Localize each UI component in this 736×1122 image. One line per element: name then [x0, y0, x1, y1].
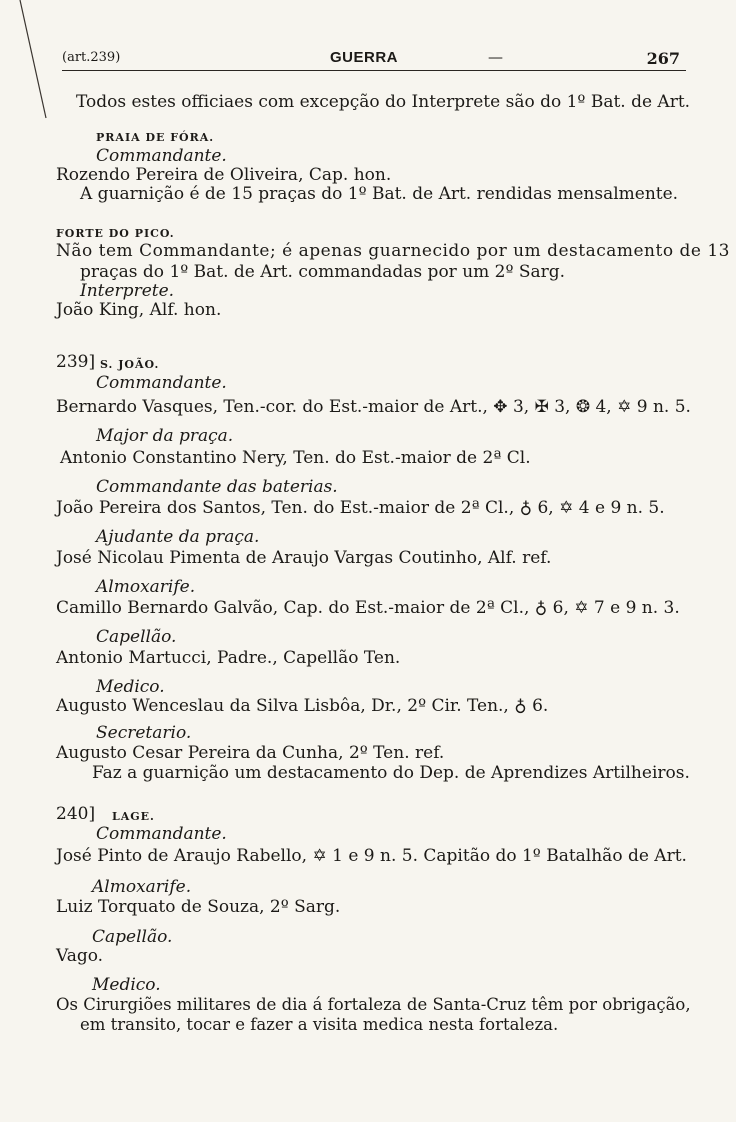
name-entry: José Nicolau Pimenta de Araujo Vargas Coutinho, Alf. ref.: [56, 548, 552, 568]
name-entry: Antonio Constantino Nery, Ten. do Est.-maior de 2ª Cl.: [60, 448, 531, 468]
header-title: GUERRA: [330, 49, 399, 66]
decorations-marks: ♁ 6.: [514, 696, 549, 716]
name-entry: Camillo Bernardo Galvão, Cap. do Est.-maior de 2ª Cl., ♁ 6, ✡ 7 e 9 n. 3.: [56, 598, 680, 618]
role-entry: Ajudante da praça.: [96, 527, 260, 547]
intro-text: Todos estes officiaes com excepção do Interprete são do 1º Bat. de Art.: [76, 92, 691, 112]
name-entry: João Pereira dos Santos, Ten. do Est.-maior de 2ª Cl., ♁ 6, ✡ 4 e 9 n. 5.: [56, 498, 665, 518]
name-entry: Bernardo Vasques, Ten.-cor. do Est.-maior de Art., ✥ 3, ✠ 3, ❂ 4, ✡ 9 n. 5.: [56, 397, 691, 417]
page-number: 267: [646, 49, 680, 68]
role-entry: Medico.: [96, 677, 165, 697]
header-article-ref: (art.239): [62, 50, 121, 65]
name-entry: José Pinto de Araujo Rabello, ✡ 1 e 9 n. 5. Capitão do 1º Batalhão de Art.: [56, 846, 687, 866]
decorations-marks: ♁ 6, ✡ 7 e 9 n. 3.: [534, 598, 680, 618]
name-praia-commandante: Rozendo Pereira de Oliveira, Cap. hon.: [56, 165, 392, 185]
decorations-marks: ♁ 6, ✡ 4 e 9 n. 5.: [519, 498, 665, 518]
section-title-praia: PRAIA DE FÓRA.: [96, 131, 215, 144]
article-number-240: 240]: [56, 804, 96, 824]
name-entry: Os Cirurgiões militares de dia á fortaleza de Santa-Cruz têm por obrigação,: [56, 995, 691, 1014]
role-entry: Major da praça.: [96, 426, 234, 446]
role-entry: Commandante das baterias.: [96, 477, 338, 497]
name-entry: Vago.: [56, 946, 104, 966]
role-entry: Almoxarife.: [96, 577, 196, 597]
name-entry: Antonio Martucci, Padre., Capellão Ten.: [56, 648, 401, 668]
role-entry: Secretario.: [96, 723, 192, 743]
section-title-sjoao: S. JOÃO.: [100, 358, 160, 371]
name-entry: Luiz Torquato de Souza, 2º Sarg.: [56, 897, 341, 917]
decorations-marks: ✡ 1 e 9 n. 5. Capitão do 1º Batalhão de Art.: [312, 846, 687, 866]
name-entry: Augusto Cesar Pereira da Cunha, 2º Ten. ref.: [56, 743, 445, 763]
last-line-lage: em transito, tocar e fazer a visita medica nesta fortaleza.: [80, 1015, 559, 1034]
note-sjoao: Faz a guarnição um destacamento do Dep. de Aprendizes Artilheiros.: [92, 763, 690, 783]
name-pico-interprete: João King, Alf. hon.: [56, 300, 222, 320]
note-praia: A guarnição é de 15 praças do 1º Bat. de Art. rendidas mensalmente.: [80, 184, 679, 204]
running-header: [62, 48, 686, 71]
role-entry: Capellão.: [92, 927, 173, 947]
role-entry: Capellão.: [96, 627, 177, 647]
role-entry: Commandante.: [96, 373, 227, 393]
role-entry: Commandante.: [96, 824, 227, 844]
section-title-pico: FORTE DO PICO.: [56, 227, 175, 240]
role-praia-commandante: Commandante.: [96, 146, 227, 166]
margin-scan-line: [0, 0, 60, 130]
decorations-marks: ✥ 3, ✠ 3, ❂ 4, ✡ 9 n. 5.: [493, 397, 691, 417]
name-entry: Augusto Wenceslau da Silva Lisbôa, Dr., 2º Cir. Ten., ♁ 6.: [56, 696, 549, 716]
pico-text-line-1: Não tem Commandante; é apenas guarnecido por um destacamento de 13: [56, 241, 730, 261]
header-dash: —: [488, 48, 503, 66]
pico-text-line-2: praças do 1º Bat. de Art. commandadas por um 2º Sarg.: [80, 262, 566, 282]
section-title-lage: LAGE.: [112, 810, 155, 823]
article-number-239: 239]: [56, 352, 96, 372]
role-pico-interprete: Interprete.: [80, 281, 175, 301]
role-entry: Almoxarife.: [92, 877, 192, 897]
role-entry: Medico.: [92, 975, 161, 995]
